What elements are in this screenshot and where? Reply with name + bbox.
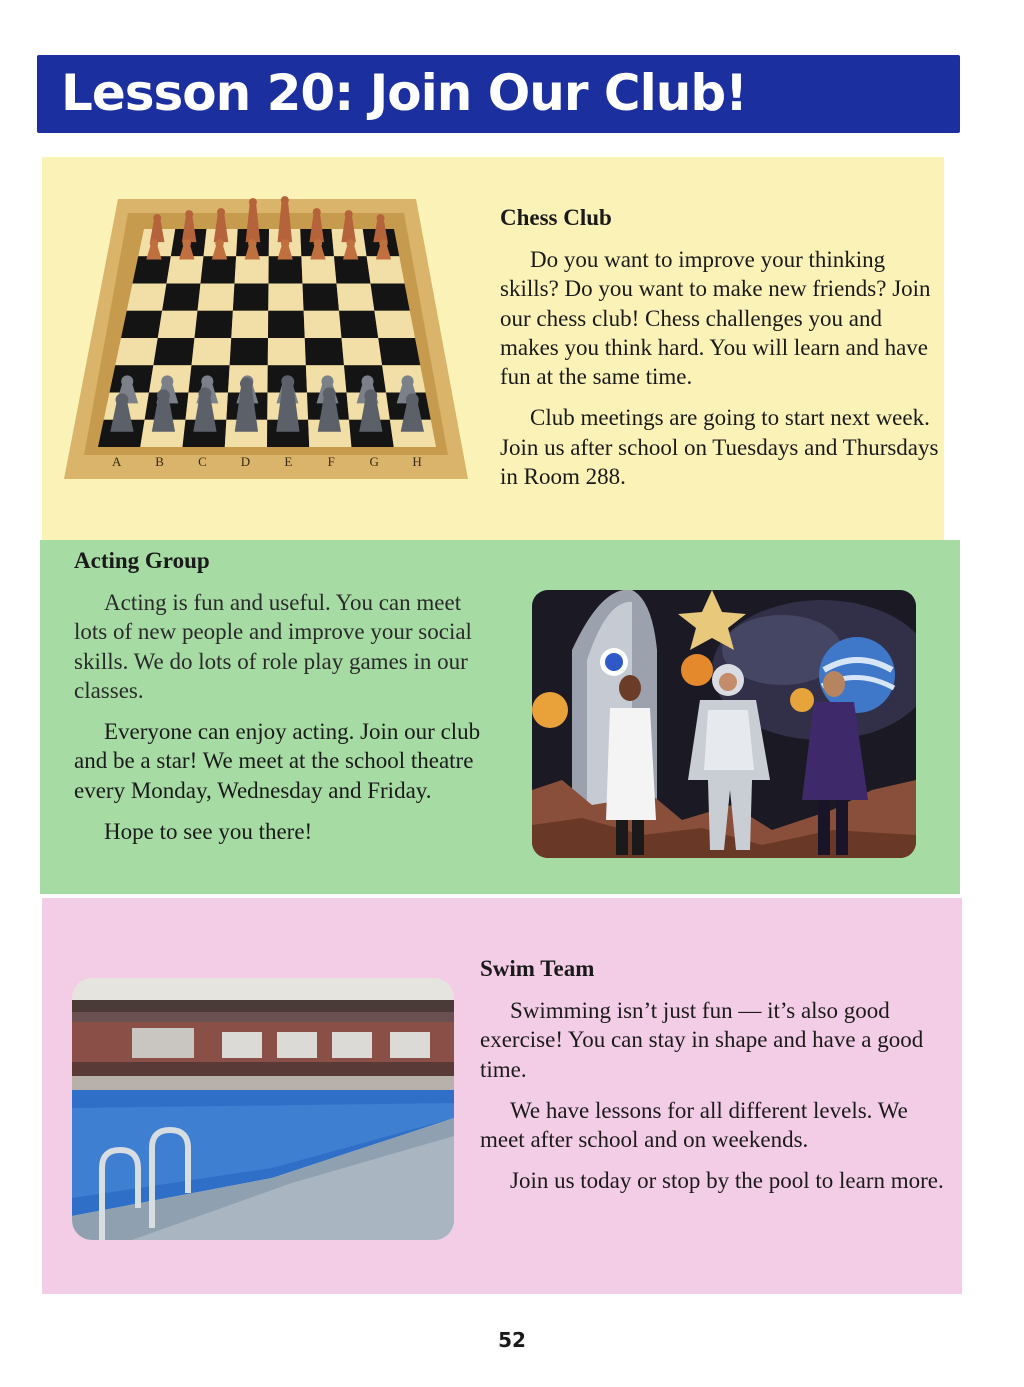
board-file-label: B: [155, 454, 164, 470]
acting-group-text: [74, 546, 494, 858]
board-file-label: H: [412, 454, 422, 470]
theatre-stage-image: [532, 590, 916, 858]
swim-team-panel: [42, 898, 962, 1294]
board-file-label: G: [369, 454, 379, 470]
chessboard-image: [64, 179, 470, 481]
chessboard-squares: [98, 229, 436, 447]
board-file-label: D: [240, 454, 251, 470]
acting-group-heading: Acting Group: [74, 548, 210, 573]
swimming-pool-image: [72, 978, 454, 1240]
swim-team-heading: Swim Team: [480, 956, 595, 981]
acting-group-paragraph-3: Hope to see you there!: [104, 819, 313, 845]
acting-group-paragraph-1: Acting is fun and useful. You can meet lots of new people and improve your social skills. We do lots of role play games in our classes.: [74, 590, 472, 703]
chess-club-paragraph-1: Do you want to improve your thinking skills? Do you want to make new friends? Join our chess club! Chess challenges you and makes you think hard. You will learn and have fun at the same time.: [500, 247, 931, 390]
board-file-label: F: [327, 454, 335, 470]
chess-club-text: [500, 203, 940, 503]
acting-group-paragraph-2: Everyone can enjoy acting. Join our club and be a star! We meet at the school theatre every Monday, Wednesday and Friday.: [74, 719, 481, 803]
lesson-banner: [37, 55, 960, 133]
swim-team-paragraph-3: Join us today or stop by the pool to learn more.: [510, 1168, 944, 1194]
board-file-label: C: [198, 454, 207, 470]
swim-team-text: [480, 954, 950, 1208]
board-file-label: A: [111, 454, 122, 470]
lesson-title: Lesson 20: Join Our Club!: [61, 64, 747, 122]
acting-group-panel: [40, 540, 960, 894]
board-file-label: E: [284, 454, 293, 470]
page-number: 52: [498, 1328, 526, 1352]
chess-club-paragraph-2: Club meetings are going to start next week. Join us after school on Tuesdays and Thursdays in Room 288.: [500, 405, 939, 490]
chess-club-panel: [42, 157, 944, 543]
chess-club-heading: Chess Club: [500, 205, 612, 230]
swim-team-paragraph-2: We have lessons for all different levels. We meet after school and on weekends.: [480, 1097, 908, 1153]
swim-team-paragraph-1: Swimming isn’t just fun — it’s also good exercise! You can stay in shape and have a good time.: [480, 998, 924, 1082]
